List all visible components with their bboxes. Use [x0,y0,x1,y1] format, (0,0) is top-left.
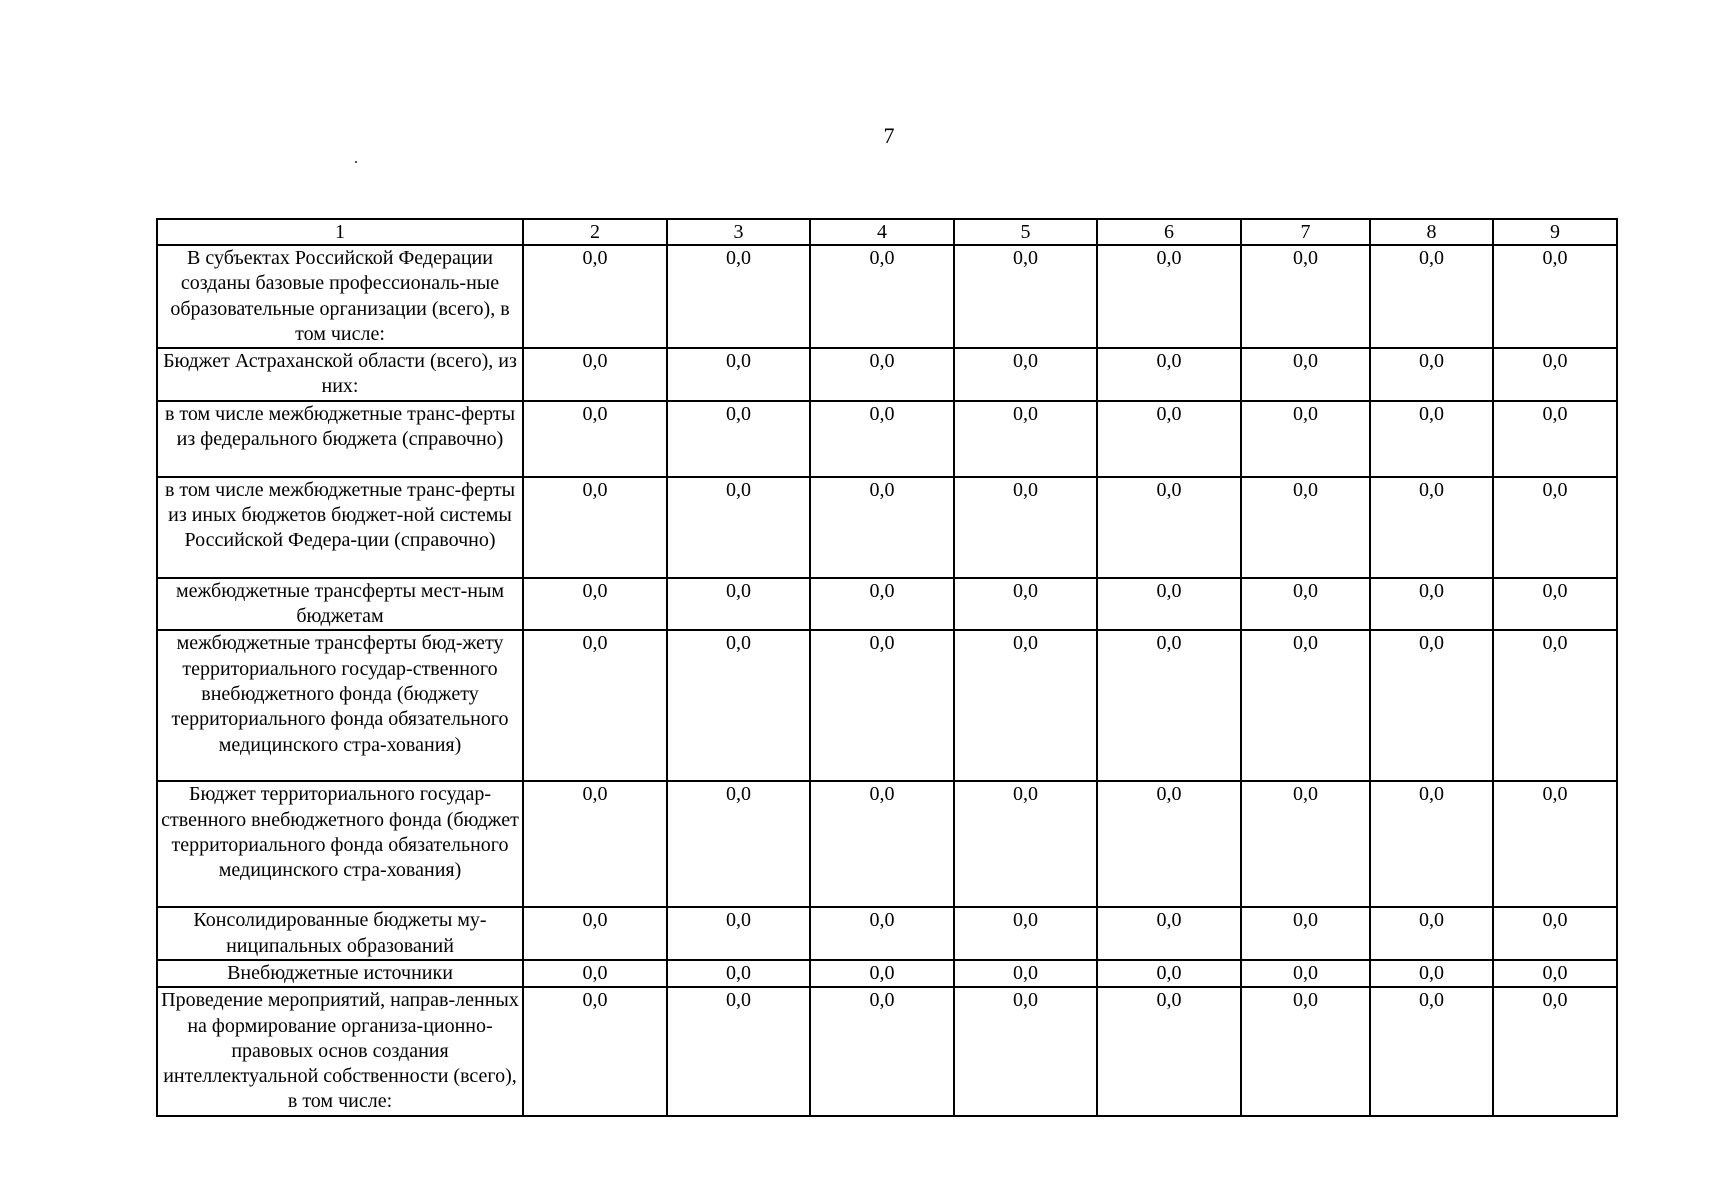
value-cell: 0,0 [954,907,1097,960]
value-cell: 0,0 [1493,401,1617,477]
row-label: Бюджет территориального государ-ственного внебюджетного фонда (бюджет территориального фонда обязательного медицинского стра-хования) [157,781,523,907]
value-cell: 0,0 [667,348,810,401]
row-label: В субъектах Российской Федерации созданы базовые профессиональ-ные образовательные организации (всего), в том числе: [157,245,523,348]
value-cell: 0,0 [954,348,1097,401]
scan-speck [355,161,357,163]
value-cell: 0,0 [1097,630,1241,781]
value-cell: 0,0 [1370,401,1493,477]
value-cell: 0,0 [954,987,1097,1115]
column-number-6: 6 [1097,219,1241,245]
value-cell: 0,0 [810,781,954,907]
value-cell: 0,0 [1097,578,1241,631]
value-cell: 0,0 [954,630,1097,781]
value-cell: 0,0 [667,401,810,477]
value-cell: 0,0 [667,477,810,578]
row-label: межбюджетные трансферты мест-ным бюджетам [157,578,523,631]
value-cell: 0,0 [1241,907,1370,960]
value-cell: 0,0 [1370,630,1493,781]
row-label: в том числе межбюджетные транс-ферты из федерального бюджета (справочно) [157,401,523,477]
value-cell: 0,0 [667,245,810,348]
value-cell: 0,0 [523,245,667,348]
value-cell: 0,0 [810,630,954,781]
value-cell: 0,0 [1241,630,1370,781]
table-row [157,960,1617,987]
table-row [157,987,1617,1115]
value-cell: 0,0 [1097,960,1241,987]
value-cell: 0,0 [1241,578,1370,631]
value-cell: 0,0 [954,477,1097,578]
column-number-4: 4 [810,219,954,245]
value-cell: 0,0 [1241,245,1370,348]
value-cell: 0,0 [1370,578,1493,631]
value-cell: 0,0 [1493,245,1617,348]
value-cell: 0,0 [1493,987,1617,1115]
row-label: Внебюджетные источники [157,960,523,987]
table-row [157,477,1617,578]
table-row [157,245,1617,348]
value-cell: 0,0 [1097,987,1241,1115]
value-cell: 0,0 [1097,401,1241,477]
value-cell: 0,0 [1097,907,1241,960]
value-cell: 0,0 [1370,987,1493,1115]
value-cell: 0,0 [1370,960,1493,987]
value-cell: 0,0 [1241,960,1370,987]
column-number-8: 8 [1370,219,1493,245]
value-cell: 0,0 [667,630,810,781]
value-cell: 0,0 [810,477,954,578]
value-cell: 0,0 [523,907,667,960]
row-label: межбюджетные трансферты бюд-жету территориального государ-ственного внебюджетного фонда (бюджету территориального фонда обязательного медицинского стра-хования) [157,630,523,781]
column-number-9: 9 [1493,219,1617,245]
value-cell: 0,0 [1370,348,1493,401]
value-cell: 0,0 [1493,477,1617,578]
row-label: в том числе межбюджетные транс-ферты из иных бюджетов бюджет-ной системы Российской Федера-ции (справочно) [157,477,523,578]
value-cell: 0,0 [667,781,810,907]
value-cell: 0,0 [810,578,954,631]
value-cell: 0,0 [523,781,667,907]
value-cell: 0,0 [810,348,954,401]
column-number-5: 5 [954,219,1097,245]
value-cell: 0,0 [1241,401,1370,477]
row-label: Проведение мероприятий, направ-ленных на формирование организа-ционно-правовых основ создания интеллектуальной собственности (всего), в том числе: [157,987,523,1115]
value-cell: 0,0 [954,245,1097,348]
value-cell: 0,0 [1370,477,1493,578]
value-cell: 0,0 [1097,245,1241,348]
value-cell: 0,0 [1097,781,1241,907]
column-number-7: 7 [1241,219,1370,245]
table-row [157,907,1617,960]
value-cell: 0,0 [667,987,810,1115]
value-cell: 0,0 [523,630,667,781]
column-number-1: 1 [157,219,523,245]
value-cell: 0,0 [1493,578,1617,631]
value-cell: 0,0 [1493,348,1617,401]
value-cell: 0,0 [810,401,954,477]
budget-table [156,218,1618,1117]
value-cell: 0,0 [523,987,667,1115]
value-cell: 0,0 [1370,781,1493,907]
value-cell: 0,0 [1493,781,1617,907]
value-cell: 0,0 [667,907,810,960]
value-cell: 0,0 [954,578,1097,631]
value-cell: 0,0 [1241,781,1370,907]
value-cell: 0,0 [810,245,954,348]
column-number-row [157,219,1617,245]
value-cell: 0,0 [1241,477,1370,578]
value-cell: 0,0 [523,960,667,987]
row-label: Бюджет Астраханской области (всего), из них: [157,348,523,401]
value-cell: 0,0 [523,477,667,578]
value-cell: 0,0 [667,578,810,631]
value-cell: 0,0 [1097,348,1241,401]
column-number-2: 2 [523,219,667,245]
value-cell: 0,0 [523,401,667,477]
value-cell: 0,0 [1493,907,1617,960]
value-cell: 0,0 [810,907,954,960]
value-cell: 0,0 [810,987,954,1115]
table-body [157,245,1617,1116]
table-row [157,781,1617,907]
value-cell: 0,0 [1241,348,1370,401]
table-row [157,348,1617,401]
value-cell: 0,0 [523,348,667,401]
value-cell: 0,0 [954,401,1097,477]
value-cell: 0,0 [1493,960,1617,987]
value-cell: 0,0 [1241,987,1370,1115]
value-cell: 0,0 [667,960,810,987]
value-cell: 0,0 [954,781,1097,907]
table-row [157,630,1617,781]
value-cell: 0,0 [1370,907,1493,960]
table-row [157,401,1617,477]
table-row [157,578,1617,631]
value-cell: 0,0 [523,578,667,631]
row-label: Консолидированные бюджеты му-ниципальных образований [157,907,523,960]
value-cell: 0,0 [1370,245,1493,348]
page-number: 7 [883,123,895,148]
value-cell: 0,0 [1493,630,1617,781]
value-cell: 0,0 [1097,477,1241,578]
value-cell: 0,0 [954,960,1097,987]
value-cell: 0,0 [810,960,954,987]
column-number-3: 3 [667,219,810,245]
